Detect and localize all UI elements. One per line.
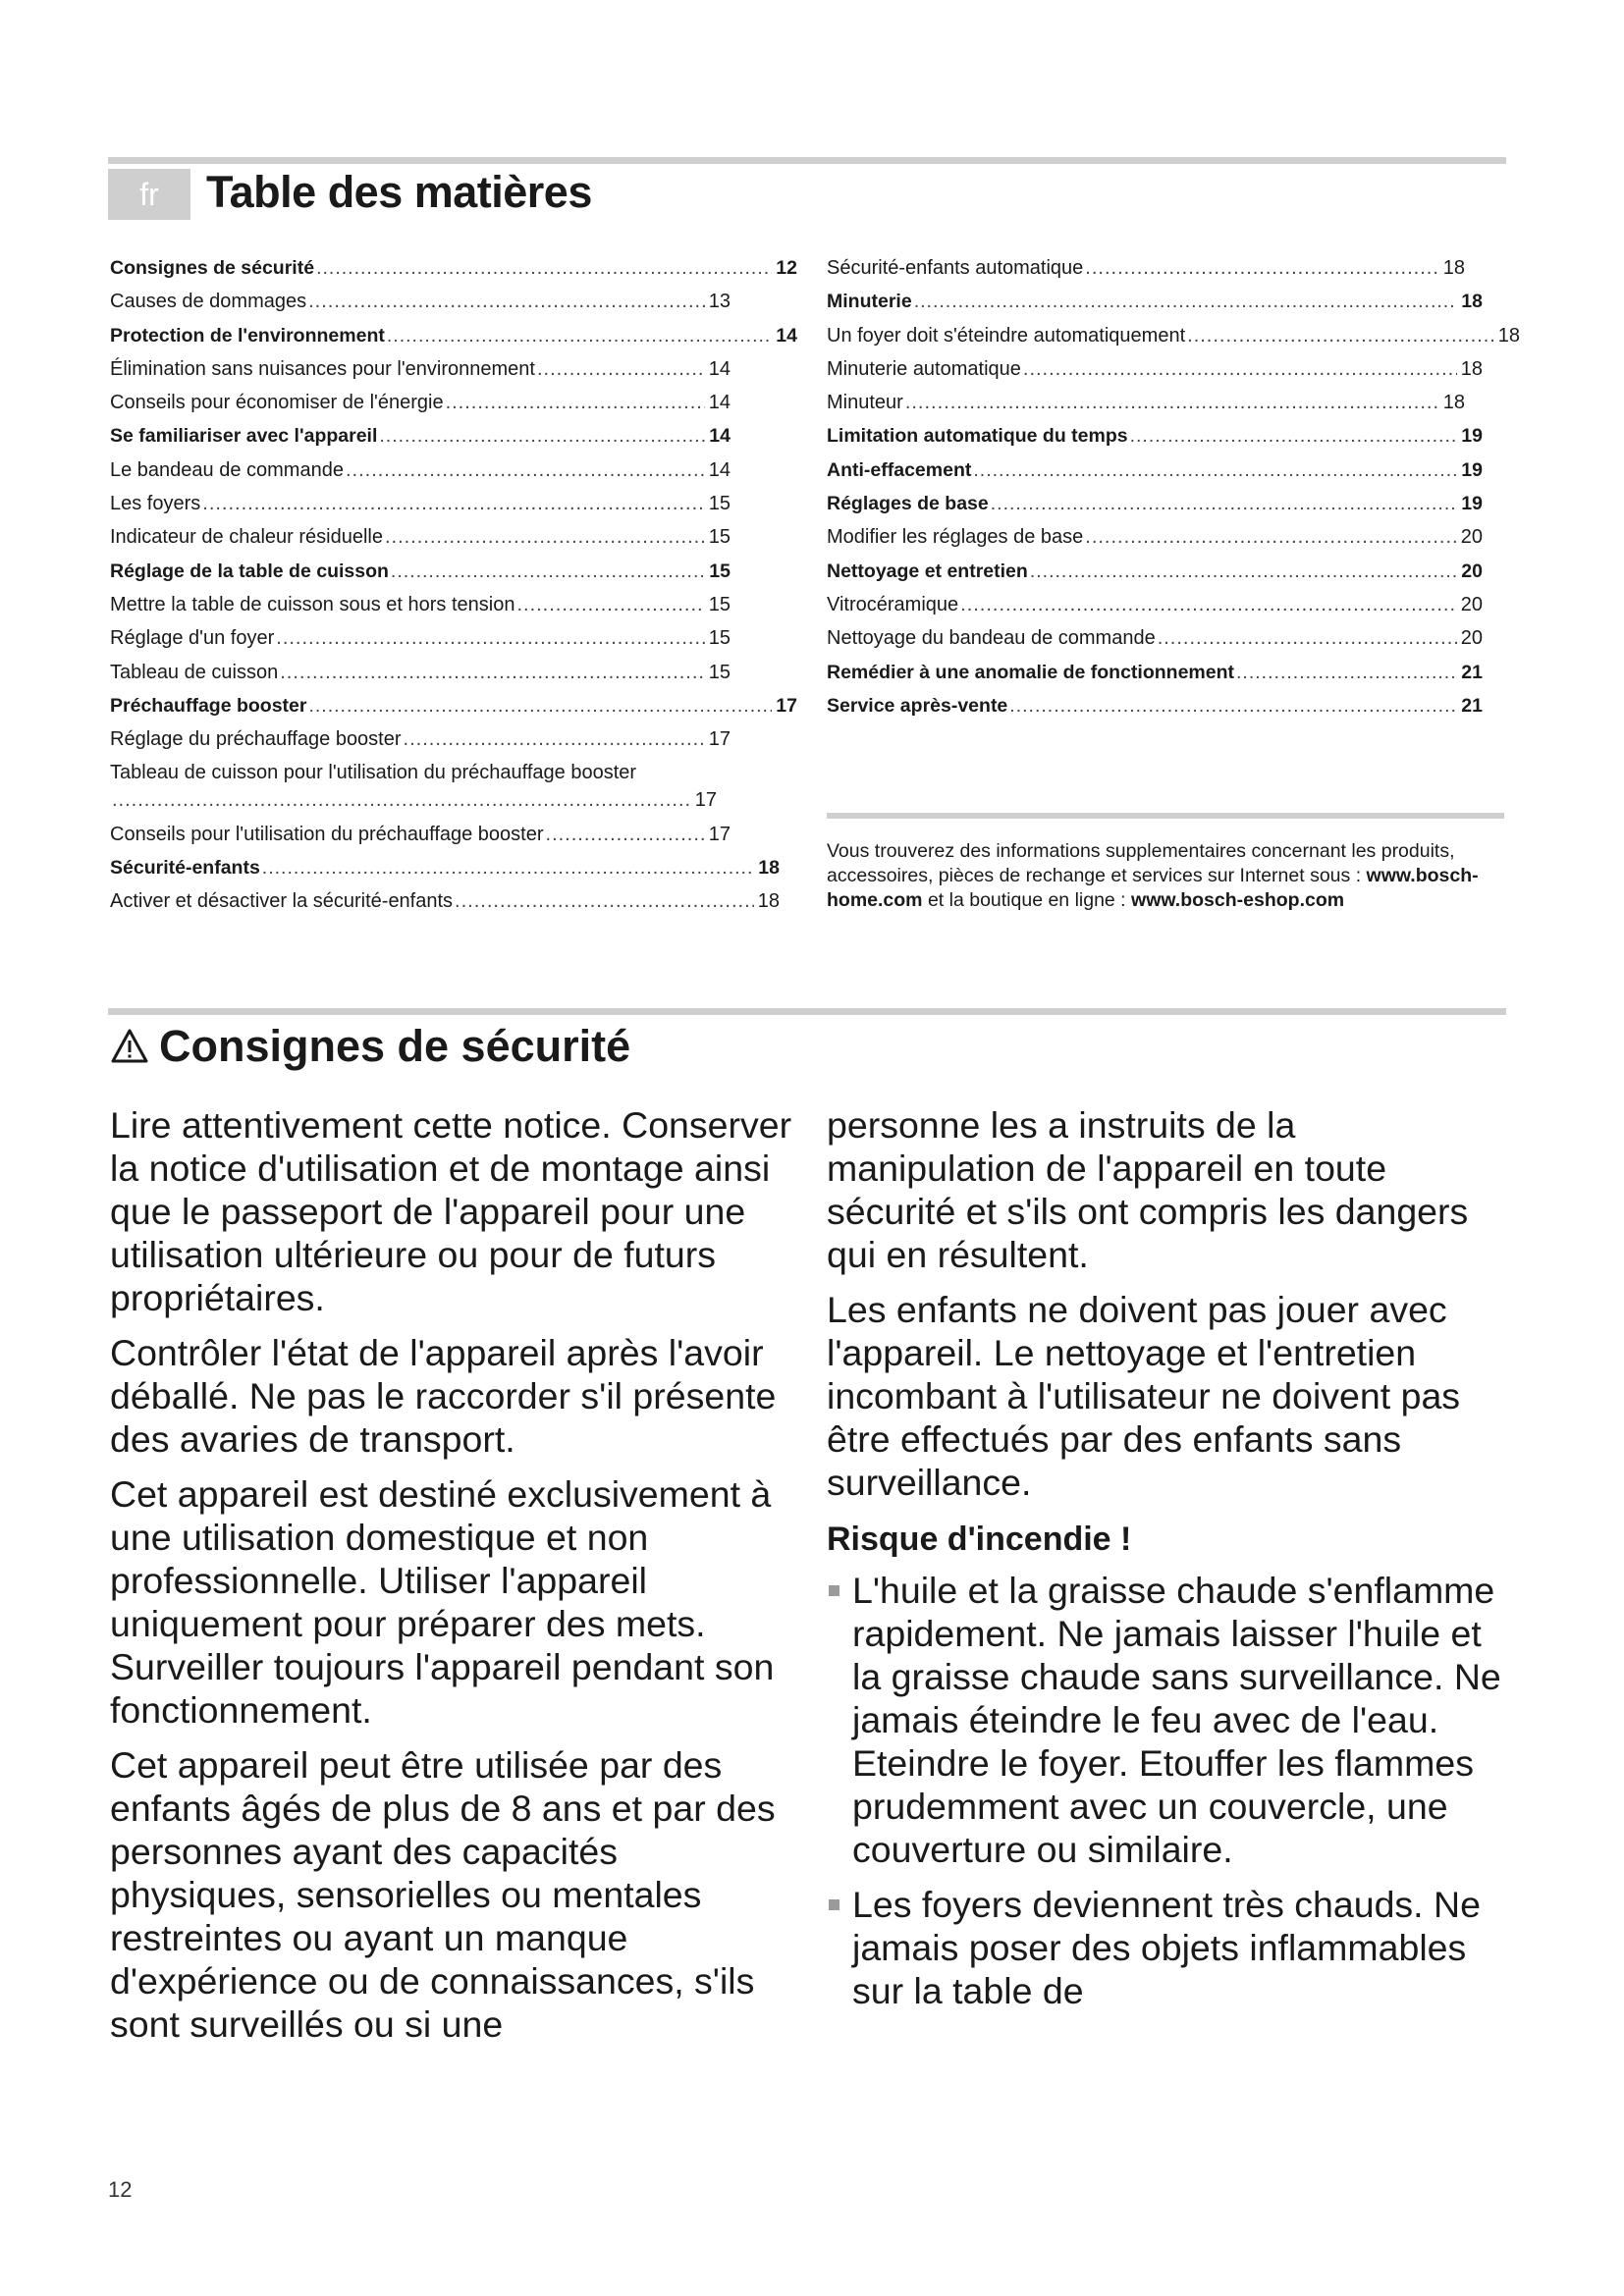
bullet-square-icon (827, 1883, 852, 2012)
toc-entry-page: 18 (758, 857, 780, 880)
toc-entry-label: Sécurité-enfants (110, 857, 260, 880)
toc-dot-leader (389, 561, 705, 583)
toc-dot-leader (1083, 257, 1438, 280)
toc-entry-label: Mettre la table de cuisson sous et hors tension (110, 593, 515, 615)
toc-entry-page: 18 (1461, 291, 1483, 313)
toc-entry[interactable] (110, 762, 797, 789)
toc-entry[interactable] (110, 257, 797, 291)
toc-entry-page: 20 (1461, 560, 1483, 582)
toc-entry-label: Le bandeau de commande (110, 458, 344, 481)
toc-entry-page: 18 (1497, 324, 1520, 347)
toc-entry-page: 15 (708, 661, 731, 683)
warning-icon (110, 1027, 149, 1066)
toc-entry[interactable] (110, 526, 731, 560)
toc-entry[interactable] (827, 662, 1483, 695)
toc-entry-page: 15 (709, 560, 731, 582)
toc-dot-leader (377, 425, 705, 448)
toc-dot-leader (306, 695, 772, 718)
toc-dot-leader (200, 493, 704, 515)
toc-dot-leader (306, 291, 705, 313)
toc-dot-leader (453, 890, 754, 913)
toc-entry[interactable] (827, 695, 1483, 728)
toc-entry-label: Modifier les réglages de base (827, 526, 1084, 549)
toc-entry-page: 18 (1442, 257, 1465, 279)
page-number: 12 (108, 2177, 133, 2202)
toc-entry-page: 14 (708, 458, 731, 481)
toc-entry-page: 15 (708, 526, 731, 549)
toc-entry-page: 18 (1442, 392, 1465, 414)
toc-entry-page: 21 (1461, 694, 1483, 717)
toc-entry-page: 18 (757, 890, 780, 913)
bullet-item (827, 1883, 1514, 2012)
toc-entry-page: 15 (708, 593, 731, 615)
toc-entry-continuation (110, 789, 717, 823)
safety-left-column (110, 1103, 797, 2057)
toc-dot-leader (971, 459, 1457, 482)
toc-entry[interactable] (110, 459, 731, 493)
toc-entry[interactable] (827, 561, 1483, 594)
toc-dot-leader (1083, 526, 1456, 549)
toc-entry[interactable] (110, 857, 780, 890)
safety-paragraph: Contrôler l'état de l'appareil après l'avoir déballé. Ne pas le raccorder s'il présente des avaries de transport. (110, 1332, 777, 1460)
bosch-eshop-link[interactable]: www.bosch-eshop.com (1131, 889, 1345, 911)
toc-entry[interactable] (110, 392, 731, 425)
toc-dot-leader (912, 291, 1458, 313)
toc-entry-page: 18 (1460, 357, 1483, 380)
toc-dot-leader (535, 358, 705, 381)
toc-entry-page: 12 (776, 257, 797, 279)
toc-entry-label: Remédier à une anomalie de fonctionnement (827, 661, 1235, 683)
toc-entry-label: Préchauffage booster (110, 694, 307, 717)
language-badge: fr (108, 169, 190, 220)
toc-entry[interactable] (110, 425, 731, 458)
toc-entry-page: 17 (776, 694, 797, 717)
toc-entry[interactable] (110, 662, 731, 695)
toc-entry-label: Minuterie automatique (827, 357, 1021, 380)
toc-entry-label: Réglage de la table de cuisson (110, 560, 389, 582)
toc-dot-leader (1156, 627, 1457, 650)
toc-entry-label: Les foyers (110, 493, 201, 515)
toc-dot-leader (260, 857, 755, 880)
toc-entry[interactable] (827, 291, 1483, 324)
info-rule (827, 813, 1504, 819)
toc-entry-page: 14 (708, 392, 731, 414)
toc-entry-label: Conseils pour économiser de l'énergie (110, 392, 444, 414)
toc-entry-label: Tableau de cuisson (110, 661, 279, 683)
toc-entry-label: Service après-vente (827, 694, 1008, 717)
toc-dot-leader (444, 392, 705, 414)
toc-entry[interactable] (827, 257, 1465, 291)
toc-entry[interactable] (827, 392, 1465, 425)
toc-entry-label: Nettoyage du bandeau de commande (827, 627, 1156, 650)
toc-entry-label: Activer et désactiver la sécurité-enfants (110, 890, 454, 913)
toc-entry-page: 14 (776, 324, 797, 347)
toc-entry-page: 17 (708, 728, 731, 751)
toc-entry-page: 19 (1461, 458, 1483, 481)
toc-entry-label: Nettoyage et entretien (827, 560, 1028, 582)
toc-entry-page: 15 (708, 627, 731, 650)
toc-dot-leader (1185, 325, 1494, 347)
toc-entry-page: 19 (1461, 425, 1483, 448)
toc-entry[interactable] (110, 325, 797, 358)
toc-entry-label: Causes de dommages (110, 291, 307, 313)
toc-entry-label: Minuterie (827, 291, 912, 313)
toc-dot-leader (514, 594, 704, 616)
toc-dot-leader (344, 459, 705, 482)
toc-dot-leader (274, 627, 704, 650)
info-block (827, 839, 1504, 913)
toc-entry-label: Réglage d'un foyer (110, 627, 275, 650)
toc-entry[interactable] (110, 561, 731, 594)
toc-title: Table des matières (206, 167, 592, 217)
info-text-middle: et la boutique en ligne : (922, 889, 1132, 911)
toc-entry-label: Anti-effacement (827, 458, 972, 481)
toc-entry-label: Minuteur (827, 392, 903, 414)
toc-entry[interactable] (827, 526, 1483, 560)
toc-entry[interactable] (110, 627, 731, 661)
toc-entry-label: Consignes de sécurité (110, 257, 315, 279)
toc-entry-label: Vitrocéramique (827, 593, 959, 615)
safety-paragraph: Les enfants ne doivent pas jouer avec l'appareil. Le nettoyage et l'entretien incombant à l'utilisateur ne doivent pas être effectués par des enfants sans surveillance. (827, 1289, 1461, 1503)
toc-entry[interactable] (827, 425, 1483, 458)
toc-dot-leader (1028, 561, 1457, 583)
toc-entry-label: Conseils pour l'utilisation du préchauffage booster (110, 823, 544, 845)
toc-dot-leader (903, 392, 1439, 414)
bullet-text: Les foyers deviennent très chauds. Ne jamais poser des objets inflammables sur la table de (852, 1884, 1481, 2011)
toc-entry[interactable] (110, 824, 731, 857)
toc-entry[interactable] (827, 325, 1520, 358)
toc-dot-leader (402, 728, 705, 751)
safety-paragraph: Lire attentivement cette notice. Conserver la notice d'utilisation et de montage ainsi que le passeport de l'appareil pour une utilisation ultérieure ou pour de futurs propriétaires. (110, 1104, 792, 1318)
toc-entry-page: 14 (708, 357, 731, 380)
toc-entry[interactable] (110, 358, 731, 392)
toc-dot-leader (989, 493, 1458, 515)
bullet-square-icon (827, 1569, 852, 1871)
toc-entry-label: Indicateur de chaleur résiduelle (110, 526, 383, 549)
toc-entry[interactable] (110, 291, 731, 324)
toc-right-column (827, 257, 1520, 728)
toc-dot-leader (385, 325, 772, 347)
toc-entry[interactable] (110, 594, 731, 627)
toc-dot-leader (383, 526, 705, 549)
toc-dot-leader (1234, 662, 1457, 684)
toc-entry-page: 19 (1461, 493, 1483, 515)
toc-entry-page: 21 (1461, 661, 1483, 683)
toc-entry-page: 17 (694, 789, 717, 812)
toc-entry-label: Réglage du préchauffage booster (110, 728, 402, 751)
toc-entry-label: Réglages de base (827, 493, 989, 515)
toc-entry[interactable] (827, 493, 1483, 526)
toc-entry[interactable] (110, 493, 731, 526)
bosch-home-link[interactable]: www.bosch-home.com (827, 865, 1479, 911)
toc-entry[interactable] (827, 594, 1483, 627)
section-rule (108, 1008, 1506, 1015)
toc-entry-label: Protection de l'environnement (110, 324, 385, 347)
toc-entry-page: 20 (1460, 627, 1483, 650)
toc-dot-leader (110, 789, 691, 812)
toc-entry-label: Élimination sans nuisances pour l'environnement (110, 357, 535, 380)
toc-entry-label: Tableau de cuisson pour l'utilisation du préchauffage booster (110, 762, 637, 784)
safety-paragraph: Cet appareil peut être utilisée par des enfants âgés de plus de 8 ans et par des personnes ayant des capacités physiques, sensorielles ou mentales restreintes ou ayant un manque d'expérience ou de connaissances, s'ils sont surveillés ou si une (110, 1744, 776, 2045)
safety-paragraph: personne les a instruits de la manipulation de l'appareil en toute sécurité et s'ils ont compris les dangers qui en résultent. (827, 1104, 1469, 1275)
toc-entry-page: 14 (709, 425, 731, 448)
toc-entry[interactable] (110, 728, 731, 762)
toc-dot-leader (1021, 358, 1457, 381)
toc-entry-label: Limitation automatique du temps (827, 425, 1128, 448)
bullet-text: L'huile et la graisse chaude s'enflamme rapidement. Ne jamais laisser l'huile et la graisse chaude sans surveillance. Ne jamais éteindre le feu avec de l'eau. Eteindre le foyer. Etouffer les flammes prudemment avec un couvercle, une couverture ou similaire. (852, 1570, 1501, 1870)
toc-entry-page: 20 (1460, 526, 1483, 549)
toc-entry-label: Un foyer doit s'éteindre automatiquement (827, 324, 1186, 347)
bullet-item (827, 1569, 1514, 1871)
toc-dot-leader (1007, 695, 1457, 718)
toc-dot-leader (544, 824, 705, 846)
safety-right-column (827, 1103, 1514, 2024)
toc-entry-label: Sécurité-enfants automatique (827, 257, 1084, 279)
toc-dot-leader (278, 662, 705, 684)
info-text-before: Vous trouverez des informations supplementaires concernant les produits, accessoires, pièces de rechange et services sur Internet sous : (827, 840, 1455, 886)
top-rule (108, 157, 1506, 164)
toc-entry-label: Se familiariser avec l'appareil (110, 425, 378, 448)
toc-entry-page: 15 (708, 493, 731, 515)
toc-entry[interactable] (827, 459, 1483, 493)
fire-risk-heading: Risque d'incendie ! (827, 1521, 1132, 1558)
toc-left-column (110, 257, 797, 925)
toc-entry[interactable] (827, 627, 1483, 661)
section-title (110, 1021, 630, 1072)
safety-title: Consignes de sécurité (159, 1021, 631, 1071)
toc-dot-leader (1128, 425, 1458, 448)
toc-entry-page: 17 (708, 823, 731, 845)
toc-dot-leader (314, 257, 772, 280)
safety-paragraph: Cet appareil est destiné exclusivement à une utilisation domestique et non professionnelle. Utiliser l'appareil uniquement pour préparer des mets. Surveiller toujours l'appareil pendant son fonctionnement. (110, 1473, 775, 1731)
toc-entry[interactable] (827, 358, 1483, 392)
toc-entry[interactable] (110, 890, 780, 924)
toc-entry-page: 13 (708, 291, 731, 313)
toc-entry[interactable] (110, 695, 797, 728)
toc-dot-leader (958, 594, 1457, 616)
toc-entry-page: 20 (1460, 593, 1483, 615)
